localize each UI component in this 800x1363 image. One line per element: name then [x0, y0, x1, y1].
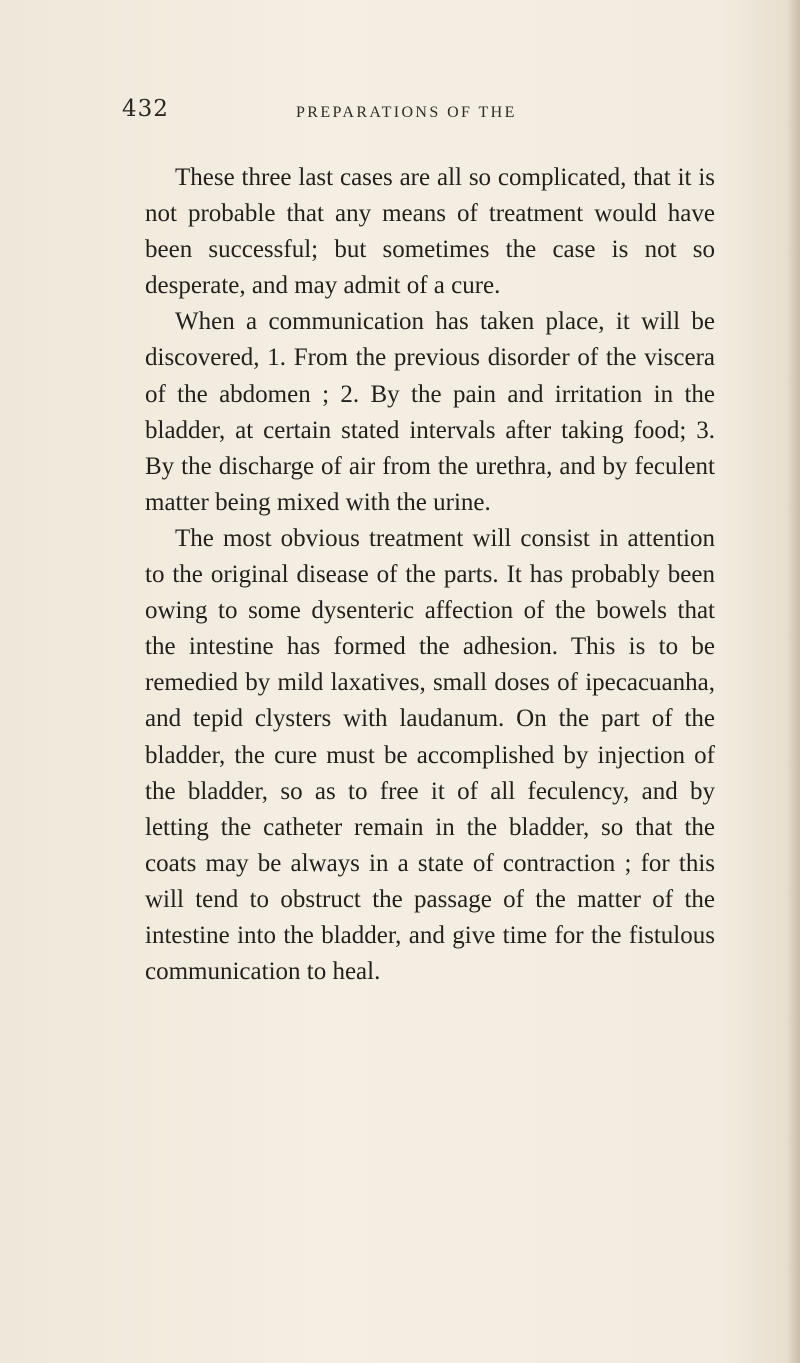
paragraph-treatment: The most obvious treatment will consist in attention to the original disease of the parts. It has probably been owing to some dysenteric affection of the bowels that the intestine has formed the adhesion. This is to be remedied by mild laxatives, small doses of ipecacuanha, and tepid clysters with laudanum. On the part of the bladder, the cure must be accomplished by injection of the bladder, so as to free it of all feculency, and by letting the catheter remain in the bladder, so that the coats may be always in a state of contraction ; for this will tend to obstruct the passage of the matter of the intestine into the bladder, and give time for the fistulous communication to heal.	[145, 524, 715, 986]
page-edge-shadow	[786, 0, 800, 1363]
paragraph-cases: These three last cases are all so complicated, that it is not probable that any means of treatment would have been successful; but sometimes the case is not so desperate, and may admit of a cure.	[145, 164, 715, 300]
body-text	[145, 160, 715, 990]
page-number: 432	[122, 96, 169, 122]
page-header	[122, 96, 682, 136]
paragraph-communication: When a communication has taken place, it will be discovered, 1. From the previous disorder of the viscera of the abdomen ; 2. By the pain and irritation in the bladder, at certain stated intervals after taking food; 3. By the discharge of air from the urethra, and by feculent matter being mixed with the urine.	[145, 308, 715, 516]
running-head: PREPARATIONS OF THE	[296, 104, 517, 121]
